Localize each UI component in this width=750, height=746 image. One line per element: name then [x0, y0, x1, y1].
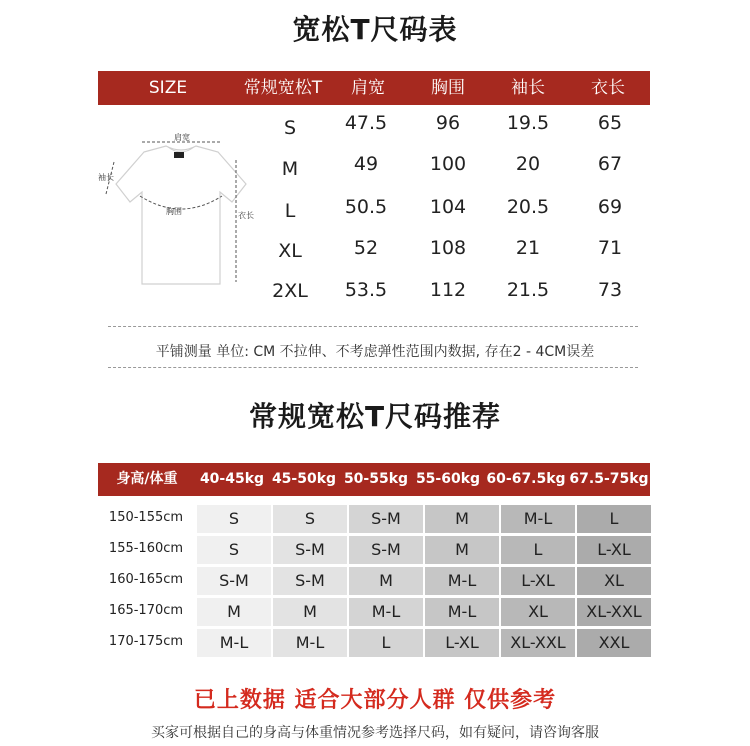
size-cell: 20.5 — [506, 196, 550, 218]
header-weight: 60-67.5kg — [486, 471, 566, 487]
header-length: 衣长 — [591, 78, 625, 98]
divider-top — [108, 326, 638, 327]
size-cell: 53.5 — [344, 279, 388, 301]
recommend-cell: M — [425, 505, 499, 533]
recommend-cell: M — [197, 598, 271, 626]
recommend-cell: M-L — [273, 629, 347, 657]
recommend-cell: L — [577, 505, 651, 533]
divider-bottom — [108, 367, 638, 368]
size-cell: 100 — [429, 153, 467, 175]
height-label: 160-165cm — [108, 572, 184, 587]
recommend-cell: M-L — [425, 567, 499, 595]
header-weight: 50-55kg — [343, 471, 409, 487]
size-cell: 73 — [597, 279, 623, 301]
size-cell: M — [281, 158, 299, 180]
recommend-cell: M-L — [425, 598, 499, 626]
height-label: 165-170cm — [108, 603, 184, 618]
tshirt-diagram — [96, 132, 266, 302]
header-height-weight: 身高/体重 — [116, 471, 178, 487]
size-cell: 21.5 — [506, 279, 550, 301]
header-style: 常规宽松T — [243, 78, 323, 98]
recommend-cell: S-M — [273, 536, 347, 564]
header-weight: 45-50kg — [271, 471, 337, 487]
size-cell: 71 — [597, 237, 623, 259]
recommend-cell: S — [197, 536, 271, 564]
size-cell: 67 — [597, 153, 623, 175]
height-label: 150-155cm — [108, 510, 184, 525]
size-cell: XL — [278, 240, 302, 262]
size-cell: 2XL — [272, 280, 308, 302]
height-label: 170-175cm — [108, 634, 184, 649]
size-cell: 49 — [353, 153, 379, 175]
header-weight: 67.5-75kg — [569, 471, 649, 487]
recommend-cell: L-XL — [501, 567, 575, 595]
label-shoulder: 肩宽 — [174, 133, 190, 142]
recommend-cell: L — [349, 629, 423, 657]
recommend-cell: M — [349, 567, 423, 595]
recommend-cell: M-L — [349, 598, 423, 626]
recommend-title: 常规宽松T尺码推荐 — [248, 400, 502, 433]
size-cell: 69 — [597, 196, 623, 218]
size-cell: 50.5 — [344, 196, 388, 218]
header-weight: 40-45kg — [199, 471, 265, 487]
recommend-cell: S — [273, 505, 347, 533]
size-cell: 65 — [597, 112, 623, 134]
height-label: 155-160cm — [108, 541, 184, 556]
size-cell: 104 — [429, 196, 467, 218]
recommend-cell: S — [197, 505, 271, 533]
size-cell: 47.5 — [344, 112, 388, 134]
size-cell: 96 — [435, 112, 461, 134]
header-size: SIZE — [148, 78, 188, 98]
size-cell: L — [284, 200, 296, 222]
recommend-cell: M — [425, 536, 499, 564]
recommend-cell: XXL — [577, 629, 651, 657]
disclaimer-red: 已上数据 适合大部分人群 仅供参考 — [193, 688, 557, 713]
measurement-note: 平铺测量 单位: CM 不拉伸、不考虑弹性范围内数据, 存在2 - 4CM误差 — [155, 344, 595, 360]
header-shoulder: 肩宽 — [351, 78, 385, 98]
recommend-cell: S-M — [349, 505, 423, 533]
size-cell: 108 — [429, 237, 467, 259]
label-chest: 胸围 — [166, 207, 182, 216]
recommend-cell: XL — [501, 598, 575, 626]
recommend-cell: XL-XXL — [501, 629, 575, 657]
header-chest: 胸围 — [431, 78, 465, 98]
recommend-cell: S-M — [349, 536, 423, 564]
disclaimer-note: 买家可根据自己的身高与体重情况参考选择尺码，如有疑问，请咨询客服 — [151, 725, 599, 741]
size-cell: 21 — [515, 237, 541, 259]
size-cell: 19.5 — [506, 112, 550, 134]
recommend-cell: M-L — [197, 629, 271, 657]
label-sleeve: 袖长 — [98, 173, 114, 182]
recommend-cell: S-M — [197, 567, 271, 595]
label-length: 衣长 — [238, 211, 254, 220]
size-cell: 112 — [429, 279, 467, 301]
size-chart-title: 宽松T尺码表 — [292, 13, 458, 46]
recommend-cell: L-XL — [577, 536, 651, 564]
recommend-cell: M-L — [501, 505, 575, 533]
recommend-cell: L — [501, 536, 575, 564]
header-weight: 55-60kg — [415, 471, 481, 487]
size-chart-header — [98, 71, 650, 105]
recommend-cell: XL-XXL — [577, 598, 651, 626]
header-sleeve: 袖长 — [511, 78, 545, 98]
size-cell: 52 — [353, 237, 379, 259]
recommend-cell: S-M — [273, 567, 347, 595]
recommend-cell: M — [273, 598, 347, 626]
size-cell: S — [283, 117, 297, 139]
recommend-cell: XL — [577, 567, 651, 595]
recommend-cell: L-XL — [425, 629, 499, 657]
recommend-header — [98, 463, 650, 496]
size-cell: 20 — [515, 153, 541, 175]
